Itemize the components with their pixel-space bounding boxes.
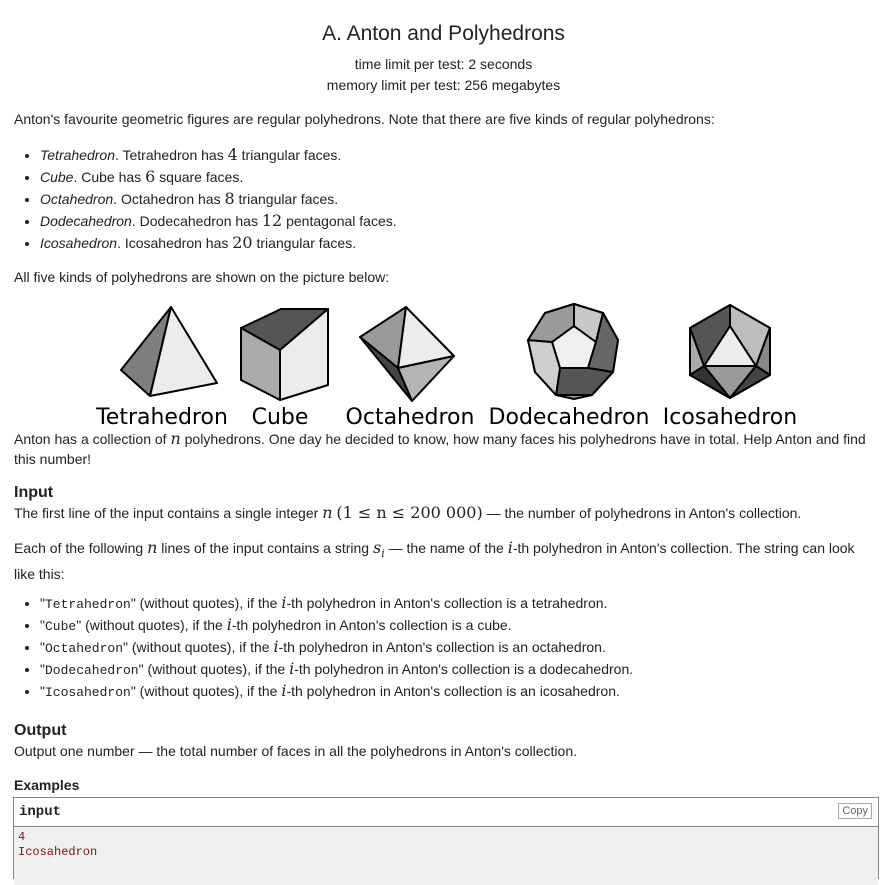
- tetrahedron-icon: [121, 307, 217, 396]
- list-item: • Cube. Cube has 6 square faces.: [40, 166, 880, 188]
- list-item: • Icosahedron. Icosahedron has 20 triangular faces.: [40, 232, 880, 254]
- list-item: • "Tetrahedron" (without quotes), if the i-th polyhedron in Anton's collection is a tetrahedron.: [40, 592, 880, 614]
- problem-title: A. Anton and Polyhedrons: [322, 22, 565, 45]
- list-item: • "Dodecahedron" (without quotes), if the i-th polyhedron in Anton's collection is a dodecahedron.: [40, 658, 880, 680]
- time-limit: time limit per test: 2 seconds: [354, 56, 533, 72]
- output-text: Output one number — the total number of faces in all the polyhedrons in Anton's collection.: [14, 743, 578, 759]
- polyhedrons-figure: [0, 300, 887, 430]
- sample-line: 4: [18, 830, 26, 844]
- output-heading: Output: [14, 722, 67, 739]
- list-item: • Dodecahedron. Dodecahedron has 12 pentagonal faces.: [40, 210, 880, 232]
- figure-label-tetrahedron: Tetrahedron: [96, 405, 228, 430]
- icosahedron-icon: [690, 305, 770, 398]
- dodecahedron-icon: [528, 304, 618, 399]
- list-item: • Tetrahedron. Tetrahedron has 4 triangular faces.: [40, 144, 880, 166]
- input-options-list: [22, 592, 880, 702]
- sample-line: Icosahedron: [18, 845, 98, 859]
- figure-label-dodecahedron: Dodecahedron: [488, 405, 650, 430]
- input-heading: Input: [14, 484, 54, 501]
- figure-label-icosahedron: Icosahedron: [662, 405, 798, 430]
- cube-icon: [241, 309, 328, 400]
- input-line2: Each of the following n lines of the input contains a string $s_i$ — the name of the i-th polyhedron in Anton's collection. The string can look like this:: [14, 538, 855, 582]
- copy-button[interactable]: Copy: [838, 803, 872, 819]
- collection-text: Anton has a collection of n polyhedrons. One day he decided to know, how many faces his polyhedrons have in total. Help Anton and find this number!: [14, 429, 866, 467]
- octahedron-icon: [360, 307, 454, 401]
- list-item: • Octahedron. Octahedron has 8 triangular faces.: [40, 188, 880, 210]
- examples-heading: Examples: [14, 777, 80, 793]
- list-item: • "Icosahedron" (without quotes), if the i-th polyhedron in Anton's collection is an icosahedron.: [40, 680, 880, 702]
- intro-text: Anton's favourite geometric figures are regular polyhedrons. Note that there are five kinds of regular polyhedrons:: [14, 111, 715, 127]
- figure-label-cube: Cube: [251, 405, 309, 430]
- sample-input-label: input: [19, 804, 62, 820]
- sample-input-header: [14, 798, 878, 827]
- list-item: • "Octahedron" (without quotes), if the i-th polyhedron in Anton's collection is an octahedron.: [40, 636, 880, 658]
- sample-input-content: [14, 827, 878, 885]
- memory-limit: memory limit per test: 256 megabytes: [326, 77, 561, 93]
- polyhedron-list: [22, 144, 880, 254]
- figure-intro: All five kinds of polyhedrons are shown on the picture below:: [14, 269, 390, 285]
- list-item: • "Cube" (without quotes), if the i-th polyhedron in Anton's collection is a cube.: [40, 614, 880, 636]
- figure-label-octahedron: Octahedron: [345, 405, 475, 430]
- input-line1: The first line of the input contains a single integer n (1 ≤ n ≤ 200 000) — the number of polyhedrons in Anton's collection.: [14, 503, 802, 522]
